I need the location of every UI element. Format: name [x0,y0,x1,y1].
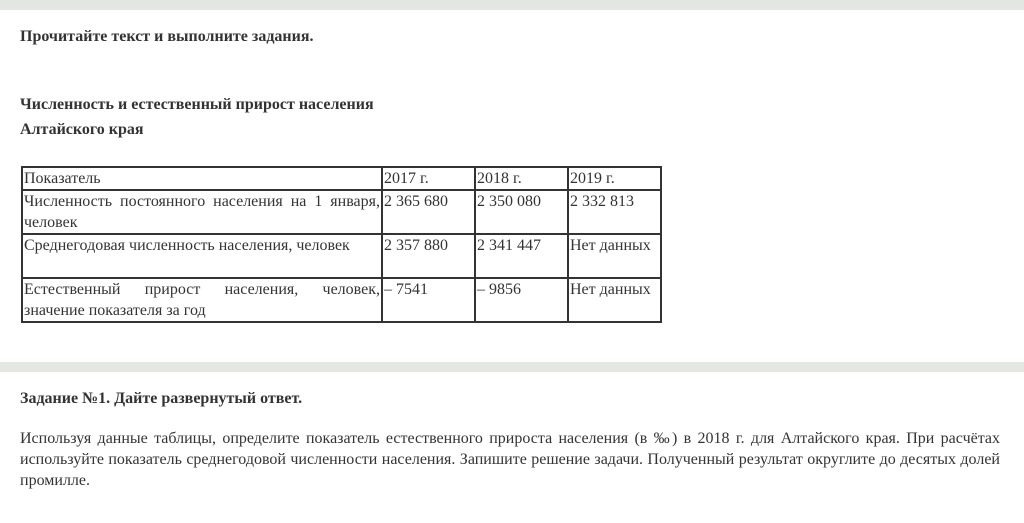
cell-value: 2 332 813 [568,190,661,234]
row-label: Естественный прирост населения, человек, значение показателя за год [22,278,382,322]
population-table [21,166,662,323]
cell-value: 2 341 447 [475,234,568,278]
task-text: Используя данные таблицы, определите показатель естественного прироста населения (в ‰) в 2018 г. для Алтайского края. При расчётах используйте показатель среднегодовой численности населения. Запишите решение задачи. Полученный результат округлите до десятых долей промилле. [20,430,1000,489]
top-divider [0,0,1024,10]
cell-value: 2 357 880 [382,234,475,278]
table-title-line-2: Алтайского края [20,121,144,138]
table-title [20,92,374,142]
row-label: Среднегодовая численность населения, человек [22,234,382,278]
header-cell-2019: 2019 г. [568,167,661,190]
table-row [22,278,661,322]
cell-value: 2 365 680 [382,190,475,234]
header-cell-2017: 2017 г. [382,167,475,190]
table-row [22,190,661,234]
cell-value: Нет данных [568,234,661,278]
cell-value: 2 350 080 [475,190,568,234]
table-title-line-1: Численность и естественный прирост населения [20,96,374,113]
row-label: Численность постоянного населения на 1 января, человек [22,190,382,234]
instruction-text: Прочитайте текст и выполните задания. [20,28,314,45]
table-header-row [22,167,661,190]
header-cell-indicator: Показатель [22,167,382,190]
cell-value: – 9856 [475,278,568,322]
cell-value: Нет данных [568,278,661,322]
task-heading: Задание №1. Дайте развернутый ответ. [20,390,303,407]
section-divider [0,362,1024,372]
cell-value: – 7541 [382,278,475,322]
header-cell-2018: 2018 г. [475,167,568,190]
table-row [22,234,661,278]
